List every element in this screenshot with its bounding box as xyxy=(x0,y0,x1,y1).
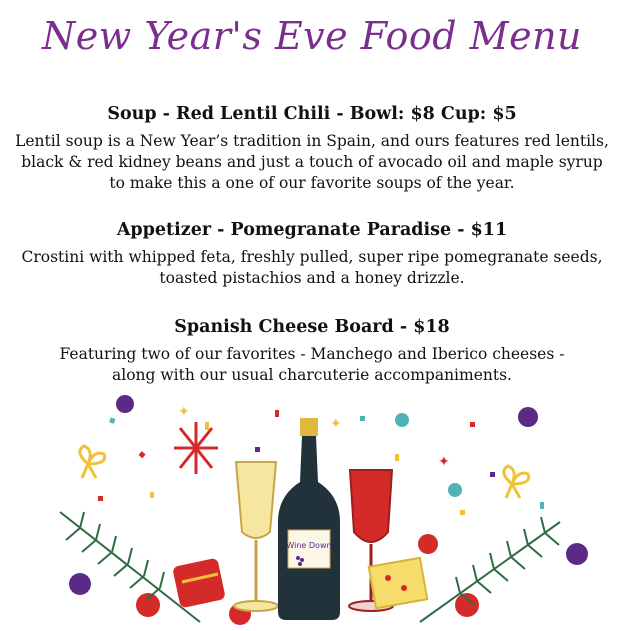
ornament-icon xyxy=(116,395,134,413)
ornament-icon xyxy=(518,407,538,427)
svg-text:✦: ✦ xyxy=(438,454,450,470)
starburst-icon xyxy=(174,422,218,474)
description-line: Lentil soup is a New Year’s tradition in Spain, and ours features red lentils, xyxy=(15,132,609,150)
menu-item-heading: Appetizer - Pomegranate Paradise - $11 xyxy=(116,220,508,240)
menu-item-description xyxy=(0,344,624,386)
ornament-icon xyxy=(395,413,409,427)
svg-text:✦: ✦ xyxy=(178,404,190,420)
description-line: along with our usual charcuterie accompaniments. xyxy=(112,366,512,384)
menu-item-description xyxy=(0,131,624,194)
svg-text:✦: ✦ xyxy=(330,416,342,432)
menu-item-heading: Soup - Red Lentil Chili - Bowl: $8 Cup: $5 xyxy=(107,104,517,124)
menu-title: New Year's Eve Food Menu xyxy=(41,14,583,58)
ornament-icon xyxy=(418,534,438,554)
celebration-illustration xyxy=(0,392,624,631)
menu-item-cheese-board xyxy=(0,316,624,386)
bottle-label-text: Wine Down xyxy=(286,541,332,550)
description-line: Featuring two of our favorites - Manchego and Iberico cheeses - xyxy=(59,345,565,363)
menu-item-soup xyxy=(0,103,624,194)
menu-item-appetizer xyxy=(0,219,624,289)
menu-item-heading: Spanish Cheese Board - $18 xyxy=(174,317,450,337)
cracker-icon xyxy=(369,558,428,608)
ornament-icon xyxy=(136,593,160,617)
champagne-bottle-icon xyxy=(278,418,340,620)
description-line: to make this a one of our favorite soups of the year. xyxy=(109,174,515,192)
champagne-flute-icon xyxy=(234,462,278,611)
description-line: toasted pistachios and a honey drizzle. xyxy=(159,269,465,287)
ornament-icon xyxy=(69,573,91,595)
ornament-icon xyxy=(448,483,462,497)
description-line: black & red kidney beans and just a touch of avocado oil and maple syrup xyxy=(21,153,603,171)
description-line: Crostini with whipped feta, freshly pulled, super ripe pomegranate seeds, xyxy=(21,248,603,266)
ornament-icon xyxy=(455,593,479,617)
ornament-icon xyxy=(566,543,588,565)
gift-box-icon xyxy=(172,558,226,609)
menu-item-description xyxy=(0,247,624,289)
